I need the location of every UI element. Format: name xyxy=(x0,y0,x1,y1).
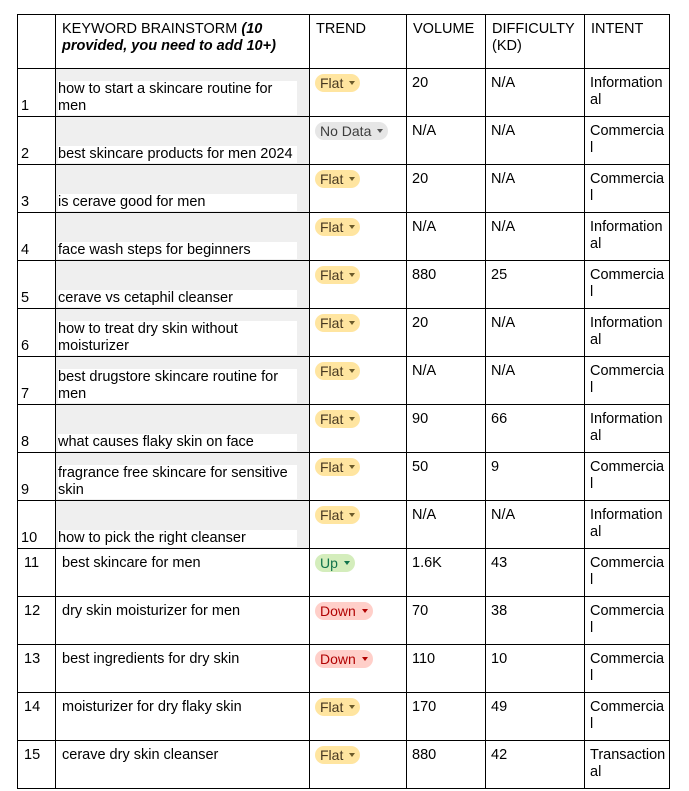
difficulty-cell[interactable]: 10 xyxy=(486,645,585,693)
keyword-cell[interactable] xyxy=(56,645,310,693)
keyword-cell[interactable] xyxy=(56,501,310,549)
dropdown-arrow-icon xyxy=(349,225,355,229)
difficulty-cell[interactable]: 66 xyxy=(486,405,585,453)
row-number-cell[interactable] xyxy=(18,309,56,357)
trend-dropdown-chip[interactable] xyxy=(315,362,360,380)
header-intent[interactable]: INTENT xyxy=(585,15,670,69)
trend-dropdown-chip[interactable] xyxy=(315,266,360,284)
keyword-cell[interactable] xyxy=(56,165,310,213)
intent-cell[interactable]: Informational xyxy=(585,69,670,117)
trend-value: Flat xyxy=(320,75,344,91)
trend-value: Up xyxy=(320,555,338,571)
row-number: 5 xyxy=(21,290,30,306)
intent-cell[interactable]: Commercial xyxy=(585,261,670,309)
keyword-cell[interactable] xyxy=(56,597,310,645)
table-row xyxy=(18,357,670,405)
volume-cell[interactable]: 170 xyxy=(407,693,486,741)
keyword-text: best drugstore skincare routine for men xyxy=(58,369,297,403)
intent-cell[interactable]: Commercial xyxy=(585,117,670,165)
keyword-cell[interactable] xyxy=(56,309,310,357)
keyword-cell[interactable] xyxy=(56,213,310,261)
row-number: 6 xyxy=(21,338,30,354)
keyword-cell[interactable] xyxy=(56,693,310,741)
trend-cell[interactable] xyxy=(310,741,407,789)
trend-value: Flat xyxy=(320,747,344,763)
volume-cell[interactable]: N/A xyxy=(407,213,486,261)
row-number: 12 xyxy=(24,603,41,619)
difficulty-cell[interactable]: 25 xyxy=(486,261,585,309)
trend-cell[interactable] xyxy=(310,261,407,309)
keyword-text: cerave dry skin cleanser xyxy=(62,747,219,763)
row-number-cell[interactable] xyxy=(18,165,56,213)
row-number: 15 xyxy=(24,747,41,763)
dropdown-arrow-icon xyxy=(377,129,383,133)
table-row xyxy=(18,405,670,453)
table-row xyxy=(18,261,670,309)
difficulty-cell[interactable]: 43 xyxy=(486,549,585,597)
trend-cell[interactable] xyxy=(310,357,407,405)
header-difficulty[interactable]: DIFFICULTY (KD) xyxy=(486,15,585,69)
keyword-text: cerave vs cetaphil cleanser xyxy=(58,290,297,307)
dropdown-arrow-icon xyxy=(349,81,355,85)
trend-value: Down xyxy=(320,651,356,667)
dropdown-arrow-icon xyxy=(349,705,355,709)
volume-cell[interactable]: N/A xyxy=(407,357,486,405)
keyword-text: how to treat dry skin without moisturizer xyxy=(58,321,297,355)
trend-cell[interactable] xyxy=(310,645,407,693)
difficulty-cell[interactable]: 9 xyxy=(486,453,585,501)
keyword-text: what causes flaky skin on face xyxy=(58,434,297,451)
dropdown-arrow-icon xyxy=(362,609,368,613)
trend-value: Flat xyxy=(320,699,344,715)
row-number: 13 xyxy=(24,651,41,667)
volume-cell[interactable]: N/A xyxy=(407,501,486,549)
row-number: 1 xyxy=(21,98,30,114)
trend-value: Flat xyxy=(320,507,344,523)
header-volume[interactable]: VOLUME xyxy=(407,15,486,69)
row-number-cell[interactable] xyxy=(18,357,56,405)
trend-dropdown-chip[interactable] xyxy=(315,506,360,524)
row-number-cell[interactable] xyxy=(18,741,56,789)
dropdown-arrow-icon xyxy=(362,657,368,661)
header-trend[interactable]: TREND xyxy=(310,15,407,69)
volume-cell[interactable]: 880 xyxy=(407,741,486,789)
keyword-cell[interactable] xyxy=(56,117,310,165)
trend-dropdown-chip[interactable] xyxy=(315,698,360,716)
trend-dropdown-chip[interactable] xyxy=(315,314,360,332)
row-number: 14 xyxy=(24,699,41,715)
table-row xyxy=(18,597,670,645)
trend-cell[interactable] xyxy=(310,693,407,741)
keyword-text: face wash steps for beginners xyxy=(58,242,297,259)
keyword-cell[interactable] xyxy=(56,261,310,309)
trend-cell[interactable] xyxy=(310,117,407,165)
intent-cell[interactable]: Commercial xyxy=(585,453,670,501)
intent-cell[interactable]: Informational xyxy=(585,405,670,453)
trend-dropdown-chip[interactable] xyxy=(315,218,360,236)
row-number: 9 xyxy=(21,482,30,498)
header-num[interactable] xyxy=(18,15,56,69)
trend-dropdown-chip[interactable] xyxy=(315,650,373,668)
volume-cell[interactable]: 110 xyxy=(407,645,486,693)
row-number-cell[interactable] xyxy=(18,501,56,549)
table-row xyxy=(18,309,670,357)
dropdown-arrow-icon xyxy=(349,321,355,325)
volume-cell[interactable]: 90 xyxy=(407,405,486,453)
trend-dropdown-chip[interactable] xyxy=(315,746,360,764)
table-row xyxy=(18,69,670,117)
row-number-cell[interactable] xyxy=(18,405,56,453)
trend-dropdown-chip[interactable] xyxy=(315,554,355,572)
table-row xyxy=(18,549,670,597)
intent-cell[interactable]: Commercial xyxy=(585,357,670,405)
keyword-text: dry skin moisturizer for men xyxy=(62,603,241,619)
difficulty-cell[interactable]: N/A xyxy=(486,309,585,357)
keyword-text: how to start a skincare routine for men xyxy=(58,81,297,115)
dropdown-arrow-icon xyxy=(344,561,350,565)
trend-cell[interactable] xyxy=(310,69,407,117)
difficulty-cell[interactable]: 42 xyxy=(486,741,585,789)
keyword-text: best skincare for men xyxy=(62,555,201,571)
difficulty-cell[interactable]: 38 xyxy=(486,597,585,645)
table-row xyxy=(18,741,670,789)
difficulty-cell[interactable]: N/A xyxy=(486,501,585,549)
row-number: 2 xyxy=(21,146,30,162)
header-keyword-note: (10 provided, you need to add 10+) xyxy=(62,21,276,54)
trend-value: Flat xyxy=(320,363,344,379)
trend-cell[interactable] xyxy=(310,453,407,501)
volume-cell[interactable]: 70 xyxy=(407,597,486,645)
keyword-table xyxy=(17,14,670,789)
keyword-cell[interactable] xyxy=(56,357,310,405)
row-number: 4 xyxy=(21,242,30,258)
trend-dropdown-chip[interactable] xyxy=(315,458,360,476)
intent-cell[interactable]: Commercial xyxy=(585,165,670,213)
row-number-cell[interactable] xyxy=(18,117,56,165)
volume-cell[interactable]: 20 xyxy=(407,69,486,117)
trend-dropdown-chip[interactable] xyxy=(315,74,360,92)
row-number: 8 xyxy=(21,434,30,450)
table-row xyxy=(18,453,670,501)
intent-cell[interactable]: Commercial xyxy=(585,549,670,597)
trend-value: No Data xyxy=(320,123,372,139)
intent-cell[interactable]: Informational xyxy=(585,309,670,357)
table-row xyxy=(18,213,670,261)
trend-value: Flat xyxy=(320,219,344,235)
row-number-cell[interactable] xyxy=(18,69,56,117)
table-row xyxy=(18,165,670,213)
volume-cell[interactable]: 50 xyxy=(407,453,486,501)
row-number: 7 xyxy=(21,386,30,402)
trend-value: Flat xyxy=(320,315,344,331)
row-number-cell[interactable] xyxy=(18,213,56,261)
table-row xyxy=(18,501,670,549)
volume-cell[interactable]: 20 xyxy=(407,309,486,357)
trend-cell[interactable] xyxy=(310,309,407,357)
trend-cell[interactable] xyxy=(310,597,407,645)
intent-cell[interactable]: Transactional xyxy=(585,741,670,789)
dropdown-arrow-icon xyxy=(349,513,355,517)
trend-cell[interactable] xyxy=(310,549,407,597)
row-number-cell[interactable] xyxy=(18,645,56,693)
volume-cell[interactable]: 880 xyxy=(407,261,486,309)
difficulty-cell[interactable]: N/A xyxy=(486,357,585,405)
keyword-text: how to pick the right cleanser xyxy=(58,530,297,547)
trend-cell[interactable] xyxy=(310,213,407,261)
trend-cell[interactable] xyxy=(310,165,407,213)
difficulty-cell[interactable]: N/A xyxy=(486,117,585,165)
row-number-cell[interactable] xyxy=(18,549,56,597)
row-number: 10 xyxy=(21,530,38,546)
intent-cell[interactable]: Commercial xyxy=(585,645,670,693)
dropdown-arrow-icon xyxy=(349,417,355,421)
row-number: 3 xyxy=(21,194,30,210)
row-number-cell[interactable] xyxy=(18,453,56,501)
trend-value: Flat xyxy=(320,411,344,427)
keyword-text: is cerave good for men xyxy=(58,194,297,211)
difficulty-cell[interactable]: N/A xyxy=(486,165,585,213)
row-number-cell[interactable] xyxy=(18,693,56,741)
keyword-cell[interactable] xyxy=(56,453,310,501)
trend-value: Down xyxy=(320,603,356,619)
trend-cell[interactable] xyxy=(310,501,407,549)
trend-value: Flat xyxy=(320,267,344,283)
trend-cell[interactable] xyxy=(310,405,407,453)
row-number-cell[interactable] xyxy=(18,597,56,645)
keyword-text: best skincare products for men 2024 xyxy=(58,146,297,163)
keyword-cell[interactable] xyxy=(56,741,310,789)
dropdown-arrow-icon xyxy=(349,369,355,373)
trend-dropdown-chip[interactable] xyxy=(315,410,360,428)
difficulty-cell[interactable]: 49 xyxy=(486,693,585,741)
keyword-text: best ingredients for dry skin xyxy=(62,651,240,667)
header-row xyxy=(18,15,670,69)
trend-dropdown-chip[interactable] xyxy=(315,122,388,140)
dropdown-arrow-icon xyxy=(349,177,355,181)
intent-cell[interactable]: Informational xyxy=(585,213,670,261)
row-number-cell[interactable] xyxy=(18,261,56,309)
header-keyword[interactable] xyxy=(56,15,310,69)
row-number: 11 xyxy=(24,555,40,571)
intent-cell[interactable]: Commercial xyxy=(585,693,670,741)
dropdown-arrow-icon xyxy=(349,465,355,469)
volume-cell[interactable]: N/A xyxy=(407,117,486,165)
table-row xyxy=(18,693,670,741)
keyword-cell[interactable] xyxy=(56,69,310,117)
trend-dropdown-chip[interactable] xyxy=(315,170,360,188)
dropdown-arrow-icon xyxy=(349,753,355,757)
intent-cell[interactable]: Commercial xyxy=(585,597,670,645)
keyword-text: fragrance free skincare for sensitive skin xyxy=(58,465,297,499)
table-row xyxy=(18,645,670,693)
difficulty-cell[interactable]: N/A xyxy=(486,213,585,261)
difficulty-cell[interactable]: N/A xyxy=(486,69,585,117)
table-row xyxy=(18,117,670,165)
intent-cell[interactable]: Informational xyxy=(585,501,670,549)
header-keyword-title: KEYWORD BRAINSTORM xyxy=(62,21,242,37)
trend-value: Flat xyxy=(320,171,344,187)
keyword-cell[interactable] xyxy=(56,549,310,597)
keyword-text: moisturizer for dry flaky skin xyxy=(62,699,242,715)
keyword-cell[interactable] xyxy=(56,405,310,453)
trend-dropdown-chip[interactable] xyxy=(315,602,373,620)
trend-value: Flat xyxy=(320,459,344,475)
volume-cell[interactable]: 1.6K xyxy=(407,549,486,597)
volume-cell[interactable]: 20 xyxy=(407,165,486,213)
dropdown-arrow-icon xyxy=(349,273,355,277)
